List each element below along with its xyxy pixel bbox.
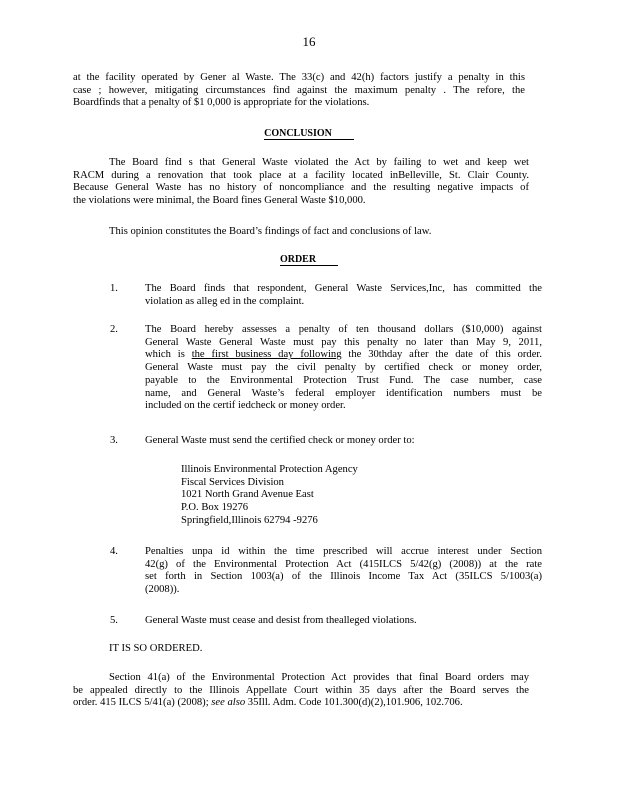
- italic-see-also: see also: [211, 697, 246, 709]
- item-line: set forth in Section 1003(a) of the Illinois Income Tax Act (35ILCS 5/1003(a): [145, 571, 542, 583]
- mailing-address: [181, 464, 358, 528]
- item-line: Penalties unpa id within the time prescribed will accrue interest under Section: [145, 546, 542, 557]
- opinion-statement: [109, 226, 431, 239]
- appeal-text: 35Ill. Adm. Code 101.300(d)(2),101.906, 102.706.: [247, 697, 463, 709]
- address-line: Springfield,Illinois 62794 -9276: [181, 514, 318, 526]
- item-line: General Waste must pay the civil penalty by certified check or money order,: [145, 362, 542, 374]
- item-line: included on the certif iedcheck or money order.: [145, 400, 346, 412]
- address-line: 1021 North Grand Avenue East: [181, 489, 314, 501]
- item-line: violation as alleg ed in the complaint.: [145, 295, 305, 307]
- conclusion-heading: [0, 128, 618, 139]
- item-text: which is: [145, 349, 185, 361]
- conclusion-line: Because General Waste has no history of noncompliance and the resulting negative impacts of: [73, 182, 529, 194]
- conclusion-line: RACM during a renovation that took place at a facility located inBelleville, St. Clair County.: [73, 169, 529, 181]
- underlined-deadline-text: the first business day following: [191, 349, 342, 361]
- item-text: the 30thday after the date of this order.: [348, 349, 542, 361]
- item-line: (2008)).: [145, 584, 180, 596]
- item-line: 42(g) of the Environmental Protection Act (415ILCS 5/42(g) (2008)) at the rate: [145, 558, 542, 570]
- item-number: 3.: [110, 435, 118, 446]
- conclusion-heading-text: CONCLUSION: [264, 128, 354, 140]
- appeal-line: be appealed directly to the Illinois Appellate Court within 35 days after the Board serves the: [73, 684, 529, 696]
- appeal-line: [73, 697, 529, 710]
- item-line: payable to the Environmental Protection Trust Fund. The case number, case: [145, 374, 542, 386]
- intro-line: case ; however, mitigating circumstances find against the maximum penalty . The refore, the: [73, 84, 525, 96]
- item-number: 1.: [110, 283, 118, 294]
- opinion-text: This opinion constitutes the Board’s findings of fact and conclusions of law.: [109, 226, 432, 237]
- address-line: Fiscal Services Division: [181, 476, 284, 488]
- item-line: General Waste must cease and desist from thealleged violations.: [145, 615, 417, 626]
- conclusion-line: the violations were minimal, the Board fines General Waste $10,000.: [73, 195, 366, 207]
- so-ordered-text: IT IS SO ORDERED.: [109, 643, 203, 654]
- intro-line: Boardfinds that a penalty of $1 0,000 is appropriate for the violations.: [73, 97, 370, 109]
- order-heading: [0, 254, 618, 265]
- appeal-text: order. 415 ILCS 5/41(a) (2008);: [73, 697, 209, 709]
- item-line: [145, 349, 542, 362]
- item-number: 4.: [110, 546, 118, 557]
- so-ordered: [109, 643, 202, 656]
- item-line: General Waste must send the certified check or money order to:: [145, 435, 415, 446]
- appeal-paragraph: [73, 672, 529, 710]
- address-line: P.O. Box 19276: [181, 502, 249, 514]
- item-line: name, and General Waste’s federal employer identification numbers must be: [145, 387, 542, 399]
- order-heading-text: ORDER: [280, 254, 338, 266]
- item-line: The Board finds that respondent, General Waste Services,Inc, has committed the: [145, 283, 542, 294]
- item-number: 2.: [110, 324, 118, 335]
- intro-line: at the facility operated by Gener al Waste. The 33(c) and 42(h) factors justify a penalty in this: [73, 72, 525, 83]
- conclusion-paragraph: [73, 157, 529, 208]
- item-line: General Waste General Waste must pay this penalty no later than May 9, 2011,: [145, 336, 542, 348]
- item-line: The Board hereby assesses a penalty of ten thousand dollars ($10,000) against: [145, 324, 542, 335]
- address-line: Illinois Environmental Protection Agency: [181, 464, 358, 475]
- intro-paragraph: [73, 72, 525, 110]
- conclusion-line: The Board find s that General Waste violated the Act by failing to wet and keep wet: [109, 157, 529, 168]
- item-number: 5.: [110, 615, 118, 626]
- page-number: 16: [302, 34, 316, 49]
- appeal-line: Section 41(a) of the Environmental Protection Act provides that final Board orders may: [109, 672, 529, 683]
